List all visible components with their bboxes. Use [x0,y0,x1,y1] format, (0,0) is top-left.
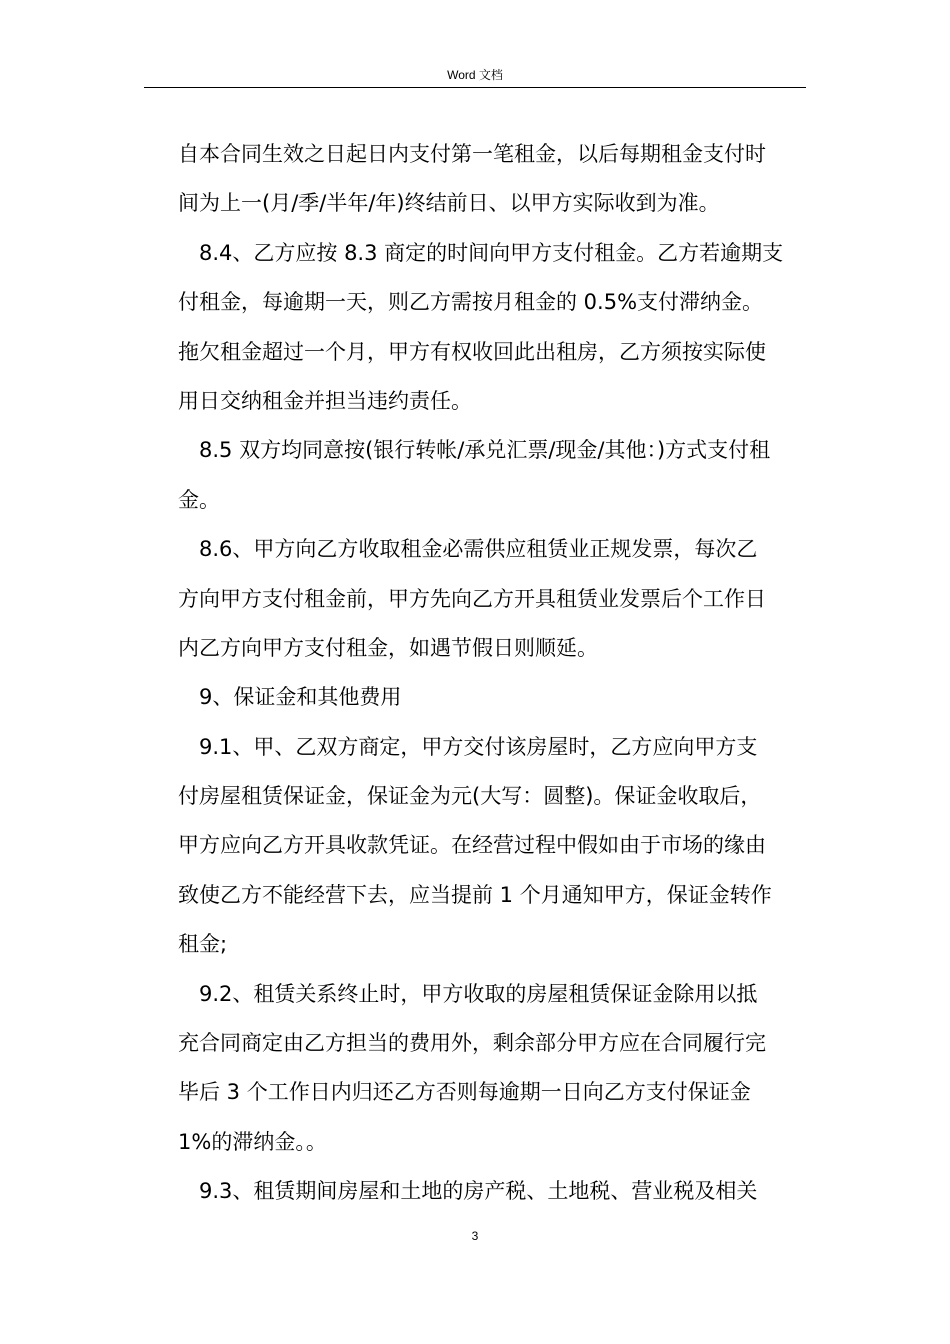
section-heading: 9、保证金和其他费用 [199,685,402,710]
text-line: 8.5 双方均同意按(银行转帐/承兑汇票/现金/其他：)方式支付租 [199,438,771,463]
text-line: 用日交纳租金并担当违约责任。 [178,388,472,413]
text-line: 付租金，每逾期一天，则乙方需按月租金的 0.5%支付滞纳金。 [178,290,764,315]
text-line: 内乙方向甲方支付租金，如遇节假日则顺延。 [178,635,598,660]
text-line: 自本合同生效之日起日内支付第一笔租金，以后每期租金支付时 [178,142,766,166]
text-line: 甲方应向乙方开具收款凭证。在经营过程中假如由于市场的缘由 [178,833,766,858]
text-line: 1%的滞纳金。。 [178,1129,327,1154]
text-line: 9.1、甲、乙双方商定，甲方交付该房屋时，乙方应向甲方支 [199,734,758,759]
text-line: 9.2、租赁关系终止时，甲方收取的房屋租赁保证金除用以抵 [199,981,758,1006]
text-line: 租金; [178,932,228,957]
document-body [178,130,810,1217]
header-divider [144,87,806,88]
text-line: 8.4、乙方应按 8.3 商定的时间向甲方支付租金。乙方若逾期支 [199,240,784,265]
text-line: 毕后 3 个工作日内归还乙方否则每逾期一日向乙方支付保证金 [178,1080,751,1105]
text-line: 8.6、甲方向乙方收取租金必需供应租赁业正规发票，每次乙 [199,537,758,562]
text-line: 9.3、租赁期间房屋和土地的房产税、土地税、营业税及相关 [199,1179,758,1204]
text-line: 充合同商定由乙方担当的费用外，剩余部分甲方应在合同履行完 [178,1031,766,1056]
page-header-title: Word 文档 [447,68,503,82]
text-line: 方向甲方支付租金前，甲方先向乙方开具租赁业发票后个工作日 [178,586,766,611]
text-line: 致使乙方不能经营下去，应当提前 1 个月通知甲方，保证金转作 [178,882,772,907]
text-line: 金。 [178,487,220,512]
page-number: 3 [471,1229,479,1243]
text-line: 间为上一(月/季/半年/年)终结前日、以甲方实际收到为准。 [178,191,720,216]
text-line: 付房屋租赁保证金，保证金为元(大写：圆整)。保证金收取后， [178,784,762,809]
text-line: 拖欠租金超过一个月，甲方有权收回此出租房，乙方须按实际使 [178,339,766,364]
